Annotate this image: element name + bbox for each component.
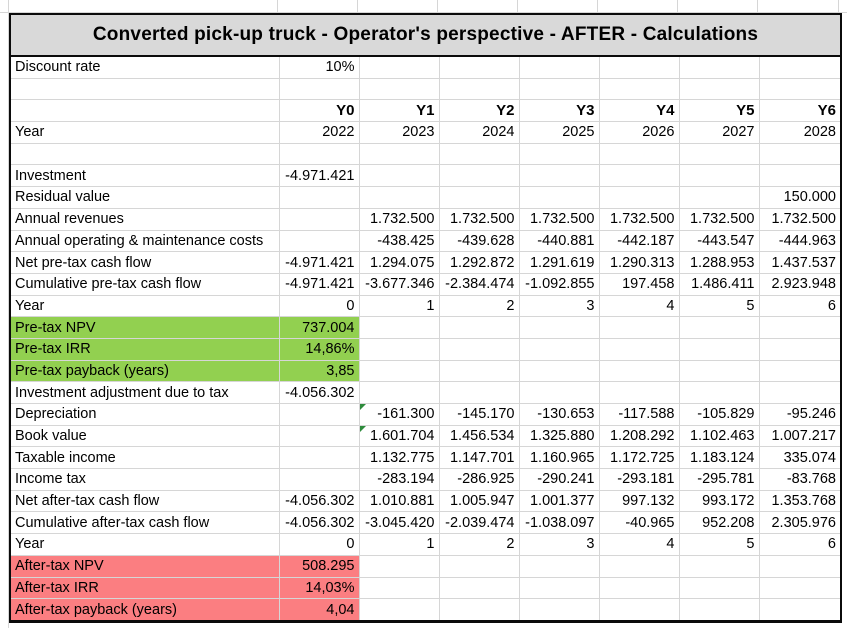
sheet-gridline-stub bbox=[277, 0, 278, 13]
cell[interactable] bbox=[599, 143, 679, 165]
cell[interactable] bbox=[679, 577, 759, 599]
cell[interactable] bbox=[359, 577, 439, 599]
row-label[interactable] bbox=[11, 143, 279, 165]
table-row bbox=[11, 490, 840, 512]
cell[interactable] bbox=[759, 599, 840, 620]
cell[interactable]: -3.677.346 bbox=[359, 273, 439, 295]
calculation-table bbox=[11, 57, 840, 620]
cell[interactable]: 1.437.537 bbox=[759, 252, 840, 274]
table-row bbox=[11, 230, 840, 252]
cell[interactable]: -444.963 bbox=[759, 230, 840, 252]
cell[interactable] bbox=[679, 57, 759, 78]
cell[interactable]: -4.056.302 bbox=[279, 512, 359, 534]
cell[interactable] bbox=[759, 57, 840, 78]
sheet-gridline-stub bbox=[597, 0, 598, 13]
cell[interactable] bbox=[679, 555, 759, 577]
cell[interactable]: 1.292.872 bbox=[439, 252, 519, 274]
cell[interactable] bbox=[519, 187, 599, 209]
cell[interactable] bbox=[679, 599, 759, 620]
cell[interactable]: -439.628 bbox=[439, 230, 519, 252]
cell[interactable]: 1.290.313 bbox=[599, 252, 679, 274]
row-label[interactable]: Pre-tax IRR bbox=[11, 338, 279, 360]
cell[interactable]: 4 bbox=[599, 295, 679, 317]
cell[interactable]: -293.181 bbox=[599, 469, 679, 491]
cell[interactable] bbox=[359, 382, 439, 404]
table-row bbox=[11, 555, 840, 577]
cell[interactable] bbox=[599, 187, 679, 209]
cell[interactable] bbox=[679, 382, 759, 404]
cell[interactable]: -4.971.421 bbox=[279, 273, 359, 295]
row-label[interactable]: Annual revenues bbox=[11, 208, 279, 230]
table-row bbox=[11, 512, 840, 534]
cell[interactable]: 1.160.965 bbox=[519, 447, 599, 469]
cell[interactable]: -1.038.097 bbox=[519, 512, 599, 534]
cell[interactable]: 5 bbox=[679, 534, 759, 556]
sheet-title[interactable]: Converted pick-up truck - Operator's perspective - AFTER - Calculations bbox=[11, 15, 840, 57]
row-label[interactable]: Year bbox=[11, 122, 279, 144]
cell[interactable] bbox=[359, 143, 439, 165]
cell[interactable]: 1.732.500 bbox=[359, 208, 439, 230]
cell[interactable] bbox=[279, 187, 359, 209]
cell[interactable]: 14,86% bbox=[279, 338, 359, 360]
row-label[interactable]: Depreciation bbox=[11, 404, 279, 426]
cell[interactable]: 2022 bbox=[279, 122, 359, 144]
row-label[interactable] bbox=[11, 100, 279, 122]
cell[interactable]: 993.172 bbox=[679, 490, 759, 512]
cell[interactable]: -83.768 bbox=[759, 469, 840, 491]
cell[interactable]: 1 bbox=[359, 295, 439, 317]
cell[interactable] bbox=[759, 555, 840, 577]
cell[interactable]: 0 bbox=[279, 534, 359, 556]
cell[interactable] bbox=[519, 317, 599, 339]
row-label[interactable]: Residual value bbox=[11, 187, 279, 209]
cell[interactable]: -283.194 bbox=[359, 469, 439, 491]
cell[interactable]: 2024 bbox=[439, 122, 519, 144]
sheet-gridline-stub bbox=[517, 0, 518, 13]
sheet-gridline-stub bbox=[757, 0, 758, 13]
cell[interactable] bbox=[279, 78, 359, 100]
cell[interactable]: 737.004 bbox=[279, 317, 359, 339]
cell[interactable] bbox=[359, 317, 439, 339]
cell[interactable] bbox=[439, 78, 519, 100]
cell[interactable] bbox=[679, 143, 759, 165]
cell[interactable]: 4,04 bbox=[279, 599, 359, 620]
table-row bbox=[11, 122, 840, 144]
cell[interactable]: 1.353.768 bbox=[759, 490, 840, 512]
cell[interactable]: -4.971.421 bbox=[279, 165, 359, 187]
cell[interactable] bbox=[279, 143, 359, 165]
cell[interactable] bbox=[279, 404, 359, 426]
cell[interactable] bbox=[439, 360, 519, 382]
sheet-gridline-stub bbox=[357, 0, 358, 13]
cell[interactable] bbox=[359, 165, 439, 187]
cell[interactable] bbox=[359, 360, 439, 382]
cell[interactable]: -2.039.474 bbox=[439, 512, 519, 534]
cell[interactable] bbox=[599, 317, 679, 339]
cell[interactable] bbox=[359, 57, 439, 78]
row-label[interactable]: Annual operating & maintenance costs bbox=[11, 230, 279, 252]
cell[interactable] bbox=[679, 78, 759, 100]
cell[interactable]: 1.005.947 bbox=[439, 490, 519, 512]
cell[interactable] bbox=[599, 577, 679, 599]
table-row bbox=[11, 143, 840, 165]
cell[interactable]: 1.325.880 bbox=[519, 425, 599, 447]
cell[interactable]: 1.732.500 bbox=[759, 208, 840, 230]
cell[interactable]: 14,03% bbox=[279, 577, 359, 599]
table-row bbox=[11, 295, 840, 317]
cell[interactable]: -442.187 bbox=[599, 230, 679, 252]
cell[interactable]: -145.170 bbox=[439, 404, 519, 426]
row-label[interactable]: Year bbox=[11, 534, 279, 556]
cell[interactable]: 1.183.124 bbox=[679, 447, 759, 469]
row-label[interactable]: After-tax NPV bbox=[11, 555, 279, 577]
cell[interactable] bbox=[759, 78, 840, 100]
cell[interactable]: 1.288.953 bbox=[679, 252, 759, 274]
cell[interactable] bbox=[599, 338, 679, 360]
cell[interactable] bbox=[359, 187, 439, 209]
table-row bbox=[11, 425, 840, 447]
sheet-gridline-stub bbox=[437, 0, 438, 13]
cell[interactable]: 6 bbox=[759, 295, 840, 317]
cell[interactable]: 952.208 bbox=[679, 512, 759, 534]
cell[interactable] bbox=[279, 230, 359, 252]
cell[interactable] bbox=[519, 555, 599, 577]
cell[interactable]: 1.010.881 bbox=[359, 490, 439, 512]
cell[interactable]: 1.732.500 bbox=[599, 208, 679, 230]
cell[interactable]: -4.971.421 bbox=[279, 252, 359, 274]
cell[interactable] bbox=[759, 165, 840, 187]
cell[interactable]: 2023 bbox=[359, 122, 439, 144]
row-label[interactable]: Net pre-tax cash flow bbox=[11, 252, 279, 274]
cell[interactable] bbox=[599, 57, 679, 78]
row-label[interactable]: Investment bbox=[11, 165, 279, 187]
row-label[interactable]: Income tax bbox=[11, 469, 279, 491]
cell[interactable]: 4 bbox=[599, 534, 679, 556]
cell[interactable] bbox=[439, 187, 519, 209]
cell[interactable] bbox=[279, 469, 359, 491]
cell[interactable] bbox=[359, 555, 439, 577]
cell[interactable] bbox=[759, 143, 840, 165]
cell[interactable] bbox=[519, 143, 599, 165]
cell[interactable] bbox=[759, 338, 840, 360]
cell[interactable] bbox=[439, 555, 519, 577]
table-row bbox=[11, 78, 840, 100]
row-label[interactable]: Taxable income bbox=[11, 447, 279, 469]
cell[interactable]: -40.965 bbox=[599, 512, 679, 534]
cell[interactable]: 1.132.775 bbox=[359, 447, 439, 469]
cell[interactable]: 1.732.500 bbox=[679, 208, 759, 230]
cell[interactable]: -4.056.302 bbox=[279, 490, 359, 512]
table-row bbox=[11, 577, 840, 599]
row-label[interactable] bbox=[11, 78, 279, 100]
cell[interactable]: -440.881 bbox=[519, 230, 599, 252]
row-label[interactable]: Year bbox=[11, 295, 279, 317]
cell[interactable] bbox=[279, 447, 359, 469]
cell[interactable]: 2026 bbox=[599, 122, 679, 144]
cell[interactable] bbox=[599, 555, 679, 577]
cell[interactable]: 1 bbox=[359, 534, 439, 556]
cell[interactable]: Y2 bbox=[439, 100, 519, 122]
cell[interactable]: Y0 bbox=[279, 100, 359, 122]
row-label[interactable]: Cumulative after-tax cash flow bbox=[11, 512, 279, 534]
cell[interactable] bbox=[679, 317, 759, 339]
table-row bbox=[11, 447, 840, 469]
cell[interactable] bbox=[599, 165, 679, 187]
cell[interactable] bbox=[679, 187, 759, 209]
table-row bbox=[11, 404, 840, 426]
table-row bbox=[11, 273, 840, 295]
cell[interactable]: 2025 bbox=[519, 122, 599, 144]
sheet-gridline-stub bbox=[677, 0, 678, 13]
cell[interactable]: 1.001.377 bbox=[519, 490, 599, 512]
cell[interactable] bbox=[599, 599, 679, 620]
table-row bbox=[11, 360, 840, 382]
cell[interactable] bbox=[519, 57, 599, 78]
cell[interactable]: 10% bbox=[279, 57, 359, 78]
cell[interactable] bbox=[519, 165, 599, 187]
row-label[interactable]: Book value bbox=[11, 425, 279, 447]
cell[interactable]: -130.653 bbox=[519, 404, 599, 426]
cell[interactable]: -286.925 bbox=[439, 469, 519, 491]
cell[interactable]: 1.208.292 bbox=[599, 425, 679, 447]
table-row bbox=[11, 317, 840, 339]
cell[interactable]: 6 bbox=[759, 534, 840, 556]
cell[interactable] bbox=[599, 360, 679, 382]
sheet-body bbox=[11, 57, 840, 620]
cell[interactable] bbox=[439, 143, 519, 165]
cell[interactable]: 2 bbox=[439, 534, 519, 556]
row-label[interactable]: Discount rate bbox=[11, 57, 279, 78]
cell[interactable] bbox=[279, 425, 359, 447]
cell[interactable] bbox=[759, 317, 840, 339]
cell[interactable] bbox=[599, 382, 679, 404]
cell[interactable]: 1.147.701 bbox=[439, 447, 519, 469]
cell[interactable]: 1.102.463 bbox=[679, 425, 759, 447]
row-label[interactable]: Pre-tax NPV bbox=[11, 317, 279, 339]
cell[interactable]: 2028 bbox=[759, 122, 840, 144]
cell[interactable]: 2.305.976 bbox=[759, 512, 840, 534]
cell[interactable]: 1.732.500 bbox=[519, 208, 599, 230]
cell[interactable]: 335.074 bbox=[759, 447, 840, 469]
cell[interactable]: -161.300 bbox=[359, 404, 439, 426]
cell[interactable] bbox=[439, 577, 519, 599]
cell[interactable]: 150.000 bbox=[759, 187, 840, 209]
cell[interactable]: Y5 bbox=[679, 100, 759, 122]
cell[interactable]: -443.547 bbox=[679, 230, 759, 252]
table-row bbox=[11, 469, 840, 491]
table-row bbox=[11, 187, 840, 209]
cell[interactable] bbox=[759, 382, 840, 404]
table-row bbox=[11, 165, 840, 187]
cell[interactable] bbox=[519, 577, 599, 599]
cell[interactable]: 1.294.075 bbox=[359, 252, 439, 274]
cell[interactable]: 2.923.948 bbox=[759, 273, 840, 295]
cell[interactable]: Y1 bbox=[359, 100, 439, 122]
cell[interactable]: 1.291.619 bbox=[519, 252, 599, 274]
cell[interactable] bbox=[679, 165, 759, 187]
cell[interactable]: -438.425 bbox=[359, 230, 439, 252]
sheet-gridline-stub bbox=[838, 0, 839, 13]
cell[interactable] bbox=[759, 577, 840, 599]
cell[interactable] bbox=[439, 338, 519, 360]
row-label[interactable]: Pre-tax payback (years) bbox=[11, 360, 279, 382]
cell[interactable] bbox=[439, 57, 519, 78]
row-label[interactable]: Investment adjustment due to tax bbox=[11, 382, 279, 404]
row-label[interactable]: After-tax payback (years) bbox=[11, 599, 279, 620]
cell[interactable] bbox=[439, 317, 519, 339]
cell[interactable]: 1.456.534 bbox=[439, 425, 519, 447]
table-row bbox=[11, 208, 840, 230]
table-row bbox=[11, 599, 840, 620]
cell[interactable] bbox=[279, 208, 359, 230]
row-label[interactable]: Net after-tax cash flow bbox=[11, 490, 279, 512]
table-row bbox=[11, 338, 840, 360]
cell[interactable]: 1.007.217 bbox=[759, 425, 840, 447]
cell[interactable]: -105.829 bbox=[679, 404, 759, 426]
cell[interactable]: 2027 bbox=[679, 122, 759, 144]
cell[interactable]: 3,85 bbox=[279, 360, 359, 382]
cell[interactable] bbox=[439, 165, 519, 187]
cell[interactable]: 1.172.725 bbox=[599, 447, 679, 469]
cell[interactable]: 1.732.500 bbox=[439, 208, 519, 230]
cell[interactable]: -2.384.474 bbox=[439, 273, 519, 295]
cell[interactable]: 997.132 bbox=[599, 490, 679, 512]
cell[interactable] bbox=[599, 78, 679, 100]
row-label[interactable]: After-tax IRR bbox=[11, 577, 279, 599]
cell[interactable]: 2 bbox=[439, 295, 519, 317]
table-row bbox=[11, 252, 840, 274]
cell[interactable] bbox=[519, 78, 599, 100]
cell[interactable] bbox=[439, 382, 519, 404]
cell[interactable] bbox=[519, 338, 599, 360]
cell[interactable]: 197.458 bbox=[599, 273, 679, 295]
cell[interactable]: Y3 bbox=[519, 100, 599, 122]
cell[interactable] bbox=[439, 599, 519, 620]
calculation-sheet bbox=[9, 13, 842, 623]
cell[interactable]: 0 bbox=[279, 295, 359, 317]
cell[interactable]: 1.601.704 bbox=[359, 425, 439, 447]
cell[interactable]: 5 bbox=[679, 295, 759, 317]
cell[interactable] bbox=[679, 360, 759, 382]
cell[interactable] bbox=[759, 360, 840, 382]
cell[interactable]: Y6 bbox=[759, 100, 840, 122]
cell[interactable]: Y4 bbox=[599, 100, 679, 122]
cell[interactable]: -4.056.302 bbox=[279, 382, 359, 404]
cell[interactable] bbox=[359, 599, 439, 620]
cell[interactable]: -290.241 bbox=[519, 469, 599, 491]
table-row bbox=[11, 534, 840, 556]
cell[interactable]: -3.045.420 bbox=[359, 512, 439, 534]
cell[interactable]: 1.486.411 bbox=[679, 273, 759, 295]
cell[interactable] bbox=[519, 382, 599, 404]
cell[interactable] bbox=[359, 338, 439, 360]
cell[interactable] bbox=[519, 599, 599, 620]
cell[interactable] bbox=[679, 338, 759, 360]
table-row bbox=[11, 57, 840, 78]
cell[interactable]: -95.246 bbox=[759, 404, 840, 426]
table-row bbox=[11, 382, 840, 404]
cell[interactable]: -1.092.855 bbox=[519, 273, 599, 295]
cell[interactable] bbox=[359, 78, 439, 100]
cell[interactable]: 3 bbox=[519, 534, 599, 556]
cell[interactable]: 3 bbox=[519, 295, 599, 317]
row-label[interactable]: Cumulative pre-tax cash flow bbox=[11, 273, 279, 295]
cell[interactable] bbox=[519, 360, 599, 382]
cell[interactable]: -117.588 bbox=[599, 404, 679, 426]
table-row bbox=[11, 100, 840, 122]
cell[interactable]: -295.781 bbox=[679, 469, 759, 491]
cell[interactable]: 508.295 bbox=[279, 555, 359, 577]
